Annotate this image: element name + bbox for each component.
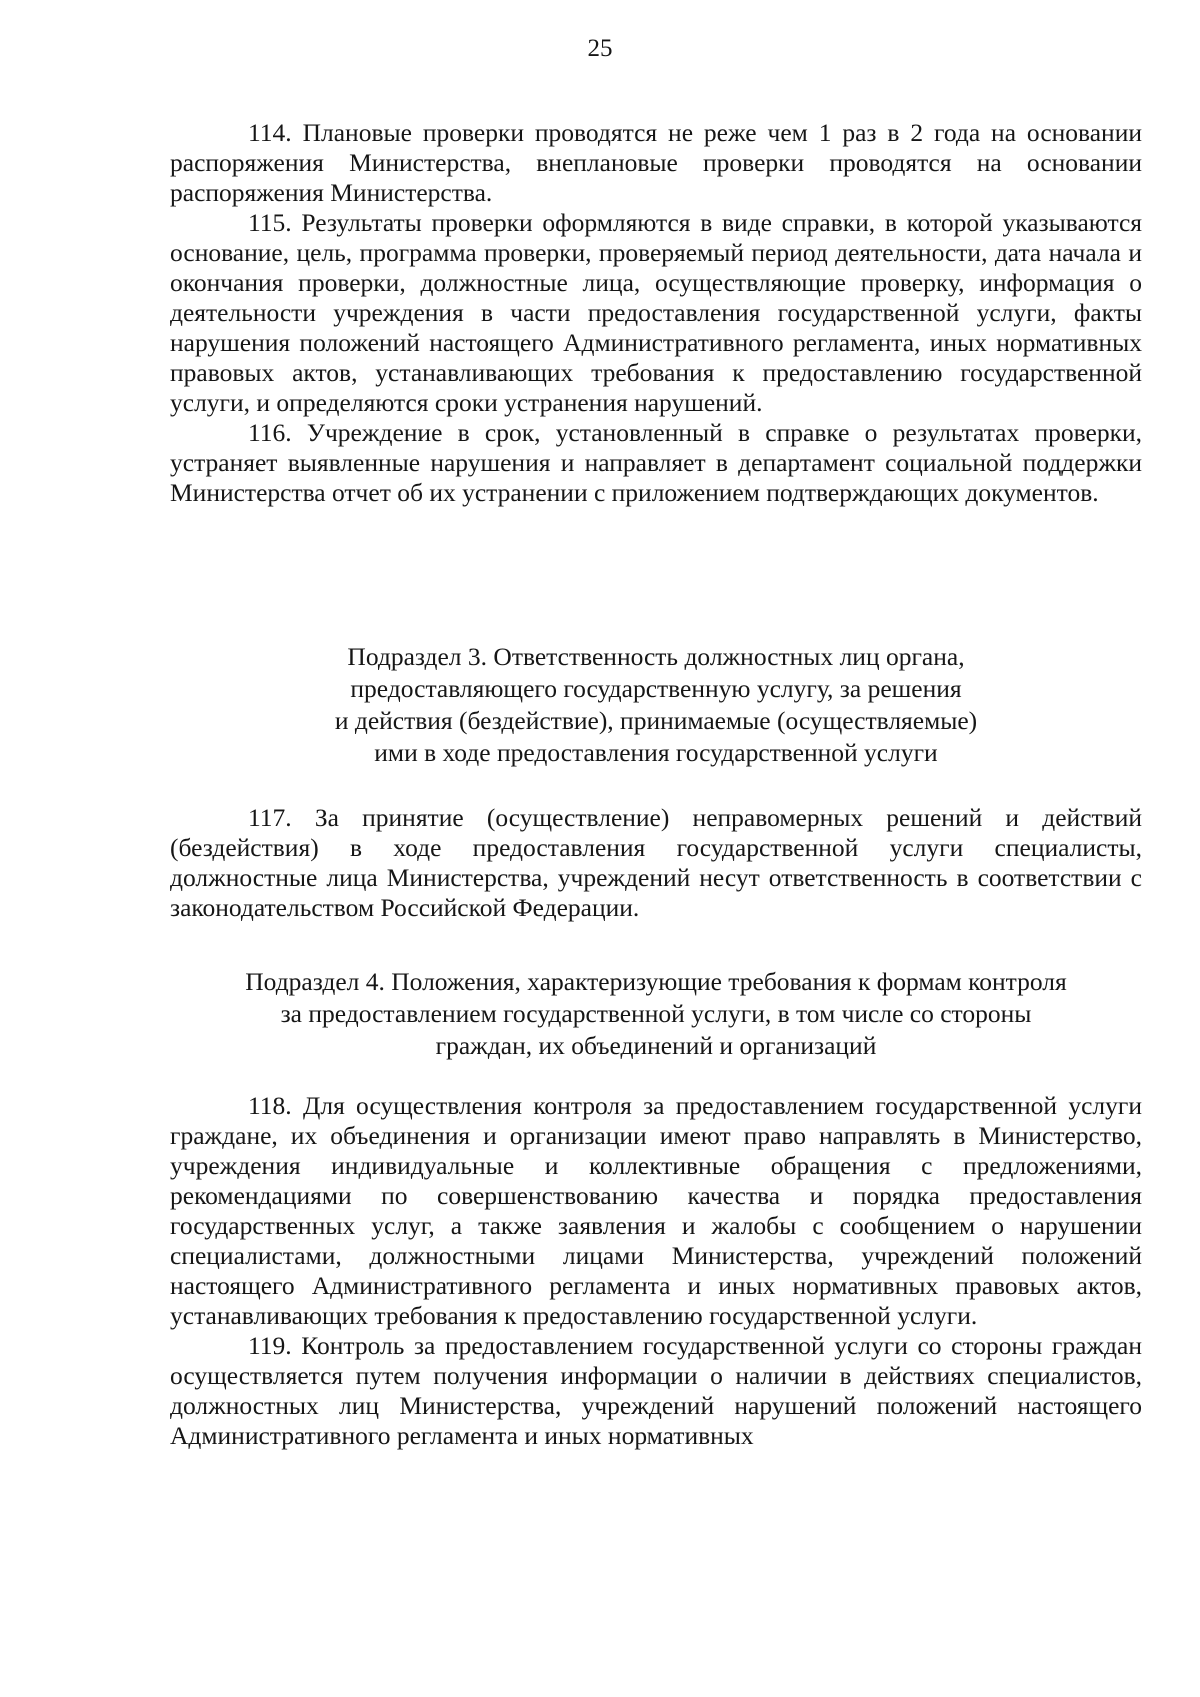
- page-number: 25: [587, 35, 613, 62]
- paragraph-115: 115. Результаты проверки оформляются в виде справки, в которой указываются основание, цель, программа проверки, проверяемый период деятельности, дата начала и окончания проверки, должностные лица, осуществляющие проверку, информация о деятельности учреждения в части предоставления государственной услуги, факты нарушения положений настоящего Административного регламента, иных нормативных правовых актов, устанавливающих требования к предоставлению государственной услуги, и определяются сроки устранения нарушений.: [170, 208, 1142, 417]
- subsection-3-heading-line: Подраздел 3. Ответственность должностных лиц органа,: [347, 642, 965, 671]
- paragraph-114: 114. Плановые проверки проводятся не реже чем 1 раз в 2 года на основании распоряжения Министерства, внеплановые проверки проводятся на основании распоряжения Министерства.: [170, 118, 1142, 207]
- paragraph-116: 116. Учреждение в срок, установленный в справке о результатах проверки, устраняет выявленные нарушения и направляет в департамент социальной поддержки Министерства отчет об их устранении с приложением подтверждающих документов.: [170, 418, 1142, 507]
- subsection-4-heading-line: граждан, их объединений и организаций: [435, 1031, 877, 1060]
- subsection-3-heading-line: и действия (бездействие), принимаемые (осуществляемые): [334, 706, 978, 735]
- body-text-block-3: [170, 1091, 1142, 1451]
- paragraph-117: 117. За принятие (осуществление) неправомерных решений и действий (бездействия) в ходе предоставления государственной услуги специалисты, должностные лица Министерства, учреждений несут ответственность в соответствии с законодательством Российской Федерации.: [170, 803, 1142, 922]
- paragraph-119: 119. Контроль за предоставлением государственной услуги со стороны граждан осуществляется путем получения информации о наличии в действиях специалистов, должностных лиц Министерства, учреждений нарушений положений настоящего Административного регламента и иных нормативных: [170, 1331, 1142, 1450]
- subsection-3-heading-line: ими в ходе предоставления государственной услуги: [374, 738, 938, 767]
- paragraph-118: 118. Для осуществления контроля за предоставлением государственной услуги граждане, их объединения и организации имеют право направлять в Министерство, учреждения индивидуальные и коллективные обращения с предложениями, рекомендациями по совершенствованию качества и порядка предоставления государственных услуг, а также заявления и жалобы с сообщением о нарушении специалистами, должностными лицами Министерства, учреждений положений настоящего Административного регламента и иных нормативных правовых актов, устанавливающих требования к предоставлению государственной услуги.: [170, 1091, 1142, 1330]
- subsection-3-heading-line: предоставляющего государственную услугу, за решения: [350, 674, 962, 703]
- subsection-4-heading-line: за предоставлением государственной услуги, в том числе со стороны: [280, 999, 1032, 1028]
- subsection-3-heading: [170, 641, 1142, 769]
- body-text-block-1: [170, 118, 1142, 508]
- subsection-4-heading: [170, 966, 1142, 1062]
- body-text-block-2: [170, 803, 1142, 923]
- subsection-4-heading-line: Подраздел 4. Положения, характеризующие требования к формам контроля: [245, 967, 1067, 996]
